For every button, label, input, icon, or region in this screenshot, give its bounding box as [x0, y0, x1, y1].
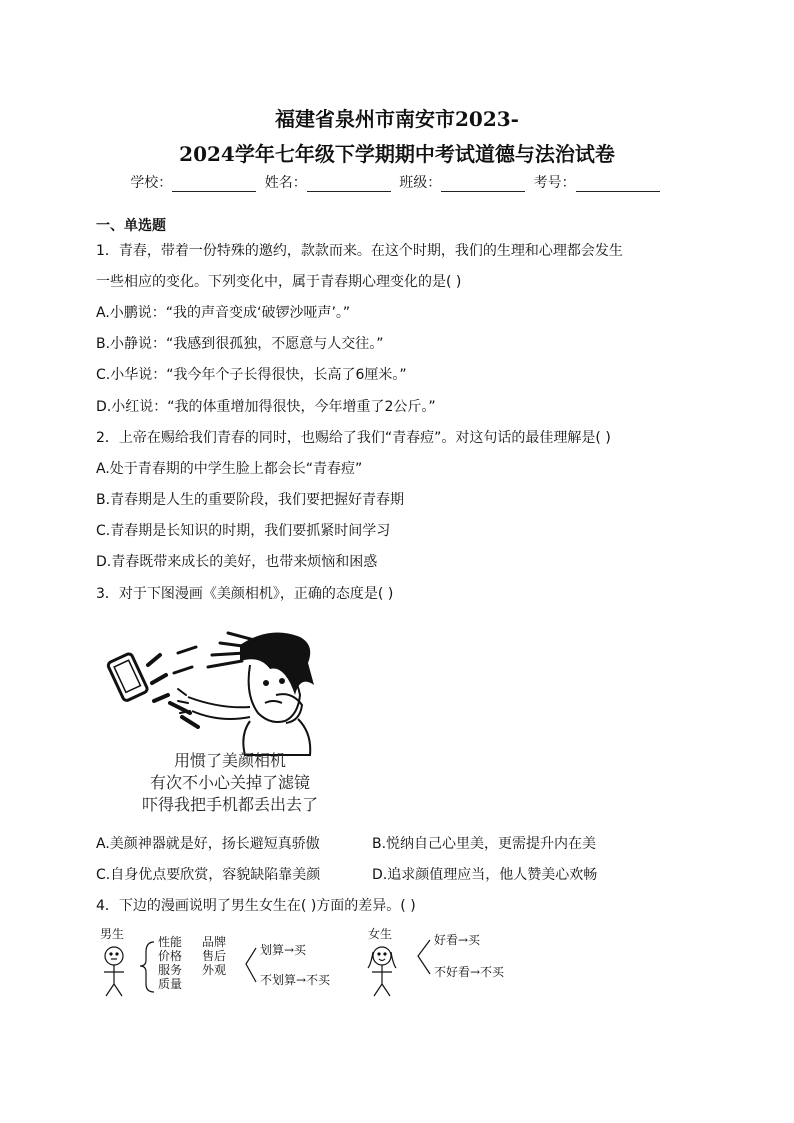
- q1-option-b[interactable]: B.小静说：“我感到很孤独，不愿意与人交往。”: [96, 336, 384, 352]
- q2-stem: 2．上帝在赐给我们青春的同时，也赐给了我们“青春痘”。对这句话的最佳理解是( ): [96, 430, 611, 446]
- title-line-1: 福建省泉州市南安市2023-: [275, 107, 519, 131]
- q3-option-a[interactable]: A.美颜神器就是好，扬长避短真骄傲: [96, 836, 320, 852]
- boy-decision-buy: 划算→买: [260, 943, 307, 957]
- class-label: 班级：: [399, 175, 442, 191]
- name-label: 姓名：: [264, 175, 307, 191]
- q2-option-a[interactable]: A.处于青春期的中学生脸上都会长“青春痘”: [96, 461, 363, 477]
- boy-figure-icon: [104, 947, 124, 996]
- q3-option-b[interactable]: B.悦纳自己心里美，更需提升内在美: [372, 836, 597, 852]
- boy-factor-4: 质量: [158, 977, 183, 991]
- q1-stem-line1: 1．青春，带着一份特殊的邀约，款款而来。在这个时期，我们的生理和心理都会发生: [96, 243, 623, 259]
- q3-stem: 3．对于下图漫画《美颜相机》，正确的态度是( ): [96, 586, 394, 602]
- q3-caption-line1: 用惯了美颜相机: [173, 751, 286, 770]
- section-heading: 一、单选题: [96, 218, 166, 234]
- boy-factor-2: 价格: [158, 949, 183, 963]
- q2-option-b[interactable]: B.青春期是人生的重要阶段，我们要把握好青春期: [96, 492, 405, 508]
- q3-option-c[interactable]: C.自身优点要欣赏，容貌缺陷靠美颜: [96, 867, 321, 883]
- q4-stem: 4．下边的漫画说明了男生女生在( )方面的差异。( ): [96, 898, 416, 914]
- boy-factor-1: 性能: [158, 935, 183, 949]
- boy-label: 男生: [100, 927, 125, 941]
- class-blank[interactable]: [441, 177, 525, 192]
- girl-figure-icon: [368, 947, 396, 996]
- girl-decision-not-buy: 不好看→不买: [434, 965, 505, 979]
- student-info-row: [0, 172, 794, 192]
- q2-option-d[interactable]: D.青春既带来成长的美好，也带来烦恼和困惑: [96, 554, 378, 570]
- boy-factor-3: 服务: [158, 963, 183, 977]
- q2-option-c[interactable]: C.青春期是长知识的时期，我们要抓紧时间学习: [96, 523, 391, 539]
- school-label: 学校：: [130, 175, 173, 191]
- exam-no-blank[interactable]: [576, 177, 660, 192]
- school-blank[interactable]: [172, 177, 256, 192]
- boy-decision-not-buy: 不划算→不买: [260, 973, 331, 987]
- boy-factor-7: 外观: [202, 963, 227, 977]
- exam-no-label: 考号：: [533, 175, 576, 191]
- name-blank[interactable]: [307, 177, 391, 192]
- phone-icon: [107, 653, 148, 702]
- boy-factor-6: 售后: [202, 949, 227, 963]
- q3-caption-line3: 吓得我把手机都丢出去了: [141, 795, 318, 814]
- boy-girl-shopping-diagram: [96, 920, 556, 1010]
- q3-caption-line2: 有次不小心关掉了滤镜: [149, 773, 310, 792]
- boy-factor-5: 品牌: [202, 935, 227, 949]
- girl-decision-buy: 好看→买: [434, 933, 481, 947]
- q1-option-d[interactable]: D.小红说：“我的体重增加得很快，今年增重了2公斤。”: [96, 399, 436, 415]
- q1-option-a[interactable]: A.小鹏说：“我的声音变成‘破锣沙哑声’。”: [96, 305, 351, 321]
- q1-stem-line2: 一些相应的变化。下列变化中，属于青春期心理变化的是( ): [96, 274, 462, 290]
- q1-option-c[interactable]: C.小华说：“我今年个子长得很快，长高了6厘米。”: [96, 367, 407, 383]
- q3-option-d[interactable]: D.追求颜值理应当，他人赞美心欢畅: [372, 867, 598, 883]
- title-line-2: 2024学年七年级下学期期中考试道德与法治试卷: [179, 142, 615, 166]
- girl-label: 女生: [368, 927, 393, 941]
